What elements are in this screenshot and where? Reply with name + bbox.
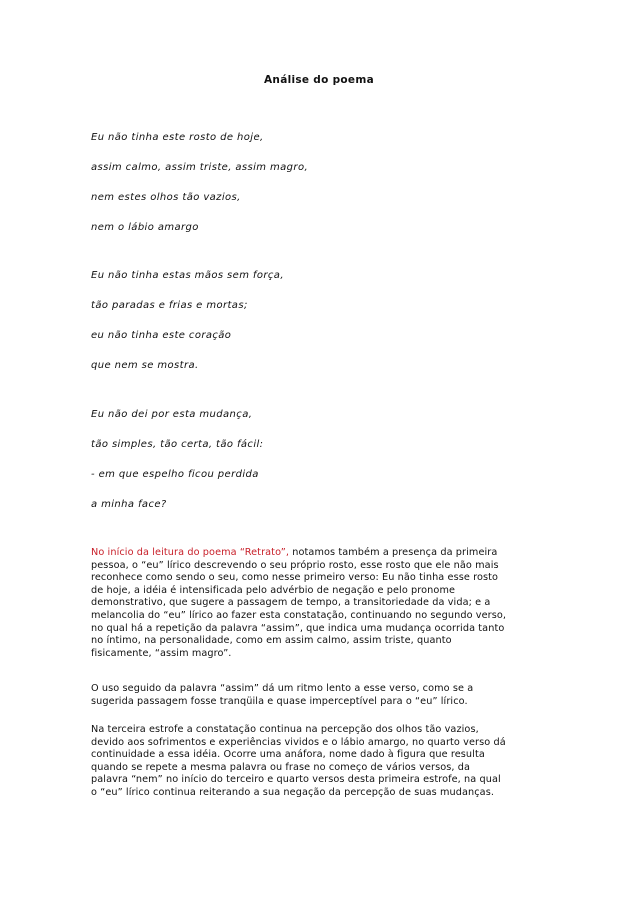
stanza-3-verse-4: a minha face?: [91, 499, 167, 510]
analysis-p2-line: O uso seguido da palavra “assim” dá um ritmo lento a esse verso, como se a: [91, 683, 474, 694]
analysis-p1-line: reconhece como sendo o seu, como nesse primeiro verso: Eu não tinha esse rosto: [91, 572, 499, 584]
stanza-3-verse-2: tão simples, tão certa, tão fácil:: [91, 439, 264, 450]
analysis-p3-line: o “eu” lírico continua reiterando a sua negação da percepção de suas mudanças.: [91, 786, 495, 798]
stanza-1-verse-2: assim calmo, assim triste, assim magro,: [91, 162, 309, 173]
analysis-p1-line: melancolia do “eu” lírico ao fazer esta constatação, continuando no segundo verso,: [91, 609, 507, 621]
poem-title-highlight: No início da leitura do poema “Retrato”,: [91, 547, 290, 558]
analysis-p1-line: no íntimo, na personalidade, como em assim calmo, assim triste, quanto: [91, 635, 452, 647]
stanza-2-verse-4: que nem se mostra.: [91, 360, 199, 371]
analysis-p3-line: palavra “nem” no início do terceiro e quarto versos desta primeira estrofe, na qual: [91, 774, 501, 786]
analysis-p1-line-1: [91, 547, 551, 560]
analysis-p1-line: pessoa, o “eu” lírico descrevendo o seu próprio rosto, esse rosto que ele não mais: [91, 559, 499, 571]
analysis-p3-line: continuidade a essa idéia. Ocorre uma anáfora, nome dado à figura que resulta: [91, 749, 485, 761]
analysis-p3-line: Na terceira estrofe a constatação continua na percepção dos olhos tão vazios,: [91, 724, 479, 735]
analysis-paragraph-3: [91, 724, 551, 800]
analysis-paragraph-1: [91, 547, 551, 660]
stanza-3-verse-3: - em que espelho ficou perdida: [91, 469, 259, 480]
analysis-p1-line: de hoje, a idéia é intensificada pelo advérbio de negação e pelo pronome: [91, 584, 456, 596]
analysis-p2-line: sugerida passagem fosse tranqüila e quase imperceptível para o “eu” lírico.: [91, 695, 468, 707]
stanza-2-verse-1: Eu não tinha estas mãos sem força,: [91, 270, 284, 281]
analysis-p1-line: no qual há a repetição da palavra “assim”, que indica uma mudança ocorrida tanto: [91, 622, 505, 634]
analysis-p3-line: devido aos sofrimentos e experiências vividos e o lábio amargo, no quarto verso dá: [91, 736, 506, 748]
analysis-p1-line: demonstrativo, que sugere a passagem de tempo, a transitoriedade da vida; e a: [91, 597, 491, 609]
stanza-2-verse-3: eu não tinha este coração: [91, 330, 232, 341]
stanza-3-verse-1: Eu não dei por esta mudança,: [91, 409, 253, 420]
stanza-1-verse-4: nem o lábio amargo: [91, 222, 199, 233]
analysis-p1-line: fisicamente, “assim magro”.: [91, 647, 232, 659]
stanza-1-verse-3: nem estes olhos tão vazios,: [91, 192, 241, 203]
analysis-paragraph-2: [91, 683, 551, 708]
stanza-2-verse-2: tão paradas e frias e mortas;: [91, 300, 248, 311]
analysis-p1-line-1-rest: notamos também a presença da primeira: [289, 547, 498, 558]
page-title: Análise do poema: [264, 74, 374, 86]
stanza-1-verse-1: Eu não tinha este rosto de hoje,: [91, 132, 264, 143]
analysis-p3-line: quando se repete a mesma palavra ou frase no começo de vários versos, da: [91, 761, 471, 773]
